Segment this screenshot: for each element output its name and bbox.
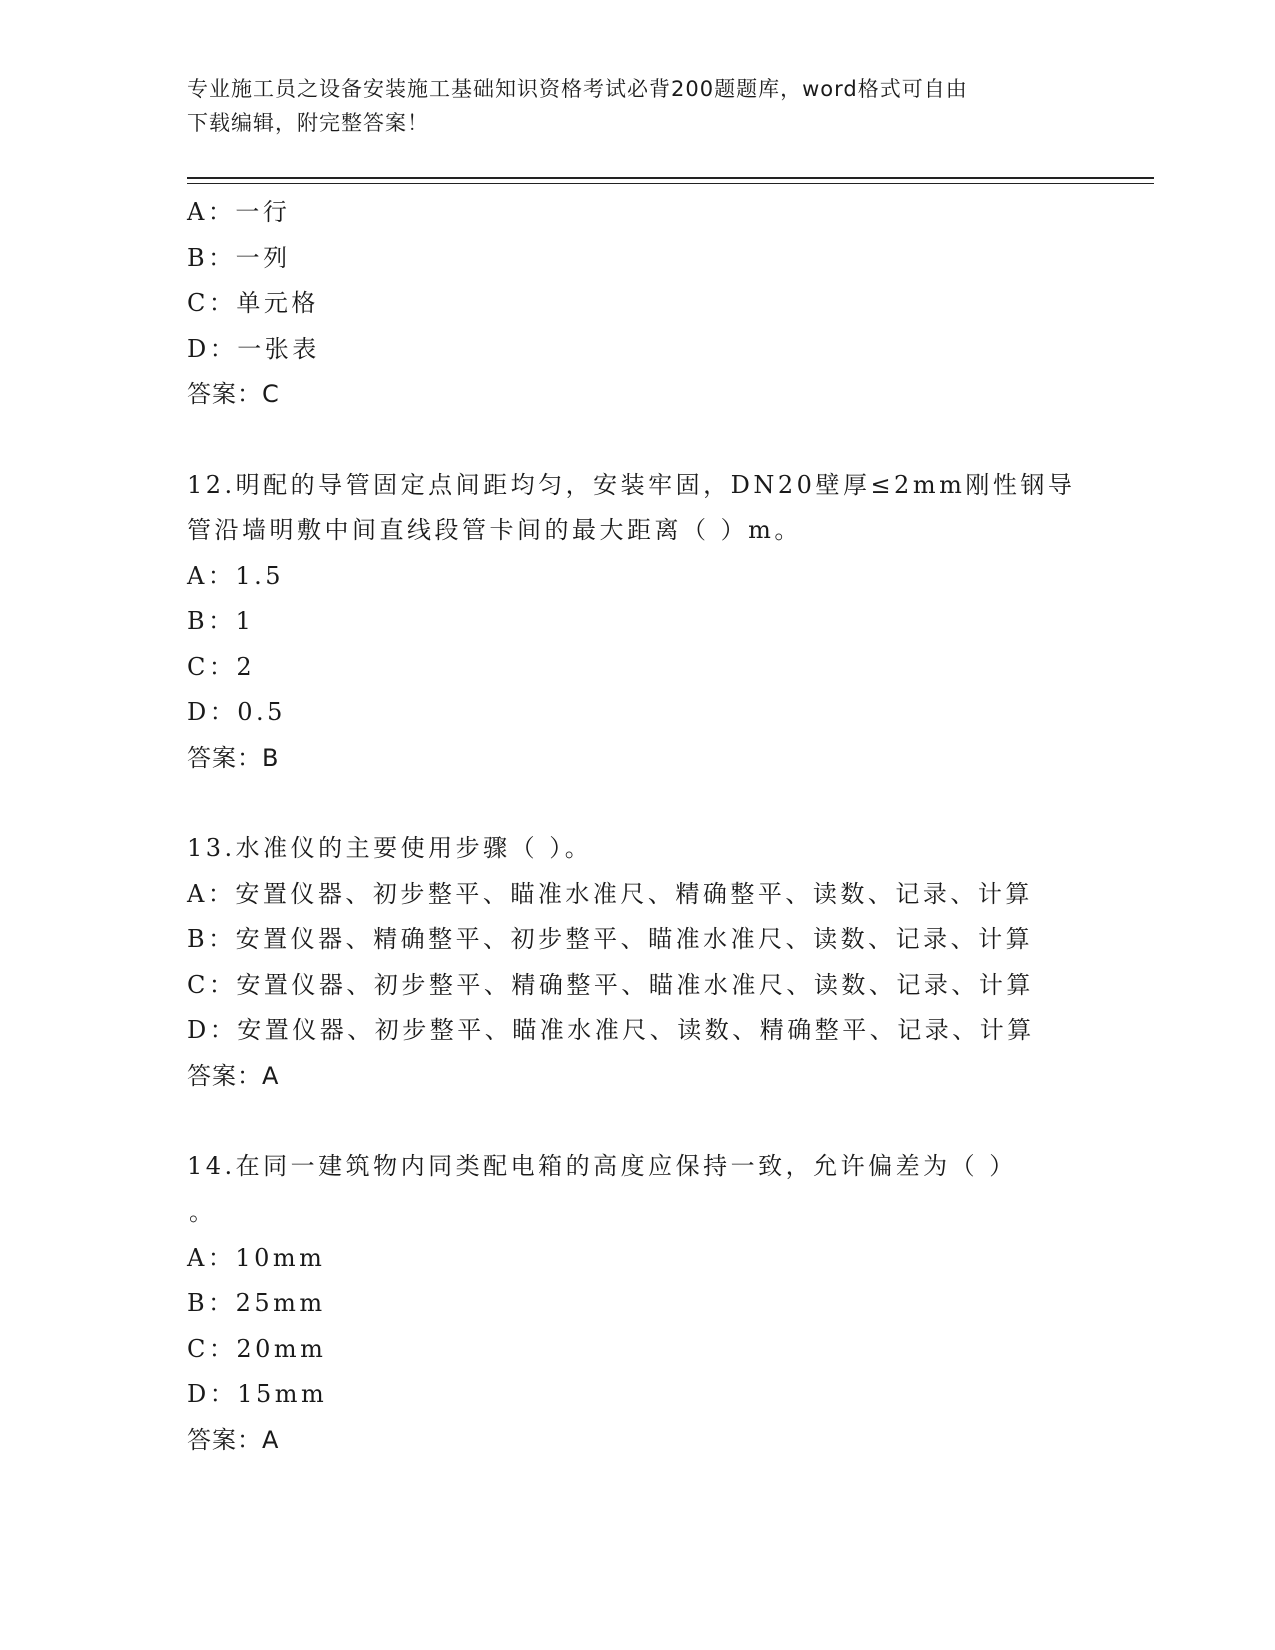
option-b: B：安置仪器、精确整平、初步整平、瞄准水准尺、读数、记录、计算 <box>187 925 1034 953</box>
option-d: D：0.5 <box>187 698 286 726</box>
document-header <box>187 72 1087 140</box>
option-d: D：一张表 <box>187 334 320 363</box>
question-text-line-1: 12.明配的导管固定点间距均匀，安装牢固，DN20壁厚≤2mm刚性钢导 <box>187 470 1076 499</box>
option-d: D：安置仪器、初步整平、瞄准水准尺、读数、精确整平、记录、计算 <box>187 1016 1035 1044</box>
spacer <box>187 781 1087 826</box>
option-c: C：安置仪器、初步整平、精确整平、瞄准水准尺、读数、记录、计算 <box>187 970 1034 999</box>
header-line-1: 专业施工员之设备安装施工基础知识资格考试必背200题题库，word格式可自由 <box>187 77 968 101</box>
option-b: B：一列 <box>187 243 291 272</box>
question-text-line-2: 管沿墙明敷中间直线段管卡间的最大距离（ ）m。 <box>187 516 802 544</box>
question-14 <box>187 1144 1087 1463</box>
question-13 <box>187 826 1087 1099</box>
option-a: A：10mm <box>187 1243 326 1272</box>
option-c: C：单元格 <box>187 289 319 317</box>
header-line-2: 下载编辑，附完整答案！ <box>187 111 429 135</box>
question-12 <box>187 463 1087 782</box>
question-11 <box>187 190 1087 418</box>
answer: 答案：A <box>187 1425 280 1454</box>
answer: 答案：B <box>187 743 280 772</box>
question-text-line-1: 13.水准仪的主要使用步骤（ ）。 <box>187 834 593 862</box>
answer: 答案：C <box>187 380 280 408</box>
option-a: A：安置仪器、初步整平、瞄准水准尺、精确整平、读数、记录、计算 <box>187 879 1033 908</box>
option-c: C：20mm <box>187 1334 327 1363</box>
option-c: C：2 <box>187 652 256 681</box>
option-d: D：15mm <box>187 1380 328 1408</box>
option-a: A：一行 <box>187 198 291 226</box>
document-body <box>187 190 1087 1463</box>
spacer <box>187 1099 1087 1144</box>
header-divider-thin <box>187 183 1154 184</box>
answer: 答案：A <box>187 1061 280 1090</box>
option-b: B：1 <box>187 607 255 635</box>
spacer <box>187 418 1087 463</box>
option-b: B：25mm <box>187 1289 326 1317</box>
question-text-line-2: 。 <box>189 1197 213 1226</box>
question-text-line-1: 14.在同一建筑物内同类配电箱的高度应保持一致，允许偏差为（ ） <box>187 1152 1017 1180</box>
option-a: A：1.5 <box>187 561 284 590</box>
header-divider-thick <box>187 177 1154 179</box>
